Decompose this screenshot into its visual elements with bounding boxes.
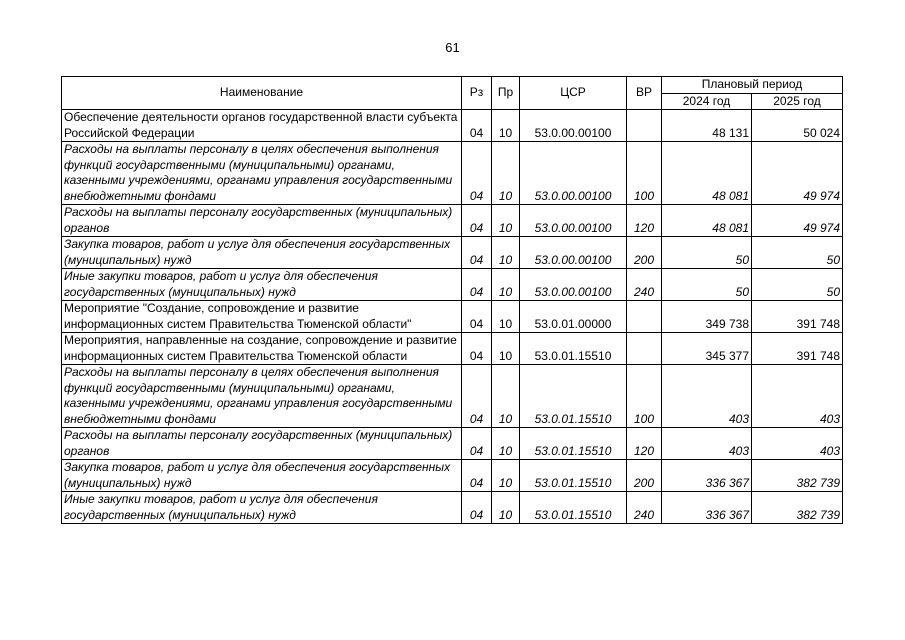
cell-2024: 403 [662,428,752,460]
cell-csr: 53.0.01.15510 [520,460,627,492]
table-row [62,428,843,460]
table-row [62,142,843,205]
cell-rz: 04 [462,269,492,301]
cell-rz: 04 [462,205,492,237]
cell-pr: 10 [492,492,520,524]
table-row [62,110,843,142]
cell-pr: 10 [492,205,520,237]
cell-name: Обеспечение деятельности органов государственной власти субъекта Российской Федерации [62,110,462,142]
cell-pr: 10 [492,365,520,428]
cell-pr: 10 [492,237,520,269]
cell-name: Закупка товаров, работ и услуг для обеспечения государственных (муниципальных) нужд [62,460,462,492]
cell-rz: 04 [462,460,492,492]
cell-2025: 391 748 [752,301,843,333]
budget-table [61,76,843,524]
cell-2025: 391 748 [752,333,843,365]
cell-2024: 349 738 [662,301,752,333]
cell-vr: 200 [627,237,662,269]
cell-rz: 04 [462,142,492,205]
cell-name: Закупка товаров, работ и услуг для обеспечения государственных (муниципальных) нужд [62,237,462,269]
cell-csr: 53.0.00.00100 [520,110,627,142]
table-row [62,301,843,333]
cell-2024: 50 [662,269,752,301]
table-row [62,333,843,365]
cell-csr: 53.0.01.15510 [520,333,627,365]
cell-csr: 53.0.01.15510 [520,365,627,428]
cell-2024: 50 [662,237,752,269]
table-body [62,110,843,524]
cell-name: Расходы на выплаты персоналу в целях обеспечения выполнения функций государственными (муниципальными) органами, казенными учреждениями, органами управления государственными внебюджетными фондами [62,365,462,428]
cell-rz: 04 [462,110,492,142]
cell-2025: 50 [752,237,843,269]
cell-name: Мероприятие "Создание, сопровождение и развитие информационных систем Правительства Тюменской области" [62,301,462,333]
header-rz: Рз [462,77,492,110]
cell-vr [627,333,662,365]
header-plan-period: Плановый период [662,77,843,94]
table-row [62,237,843,269]
cell-vr: 240 [627,492,662,524]
cell-vr [627,110,662,142]
cell-name: Расходы на выплаты персоналу государственных (муниципальных) органов [62,205,462,237]
cell-rz: 04 [462,492,492,524]
table-row [62,460,843,492]
cell-rz: 04 [462,428,492,460]
table-row [62,492,843,524]
cell-csr: 53.0.00.00100 [520,205,627,237]
cell-vr: 100 [627,365,662,428]
cell-csr: 53.0.01.00000 [520,301,627,333]
cell-csr: 53.0.01.15510 [520,492,627,524]
cell-2025: 403 [752,365,843,428]
cell-pr: 10 [492,110,520,142]
cell-2025: 49 974 [752,205,843,237]
cell-name: Расходы на выплаты персоналу государственных (муниципальных) органов [62,428,462,460]
cell-rz: 04 [462,365,492,428]
cell-csr: 53.0.00.00100 [520,269,627,301]
header-csr: ЦСР [520,77,627,110]
cell-name: Мероприятия, направленные на создание, сопровождение и развитие информационных систем Правительства Тюменской области [62,333,462,365]
cell-2025: 50 [752,269,843,301]
cell-name: Иные закупки товаров, работ и услуг для обеспечения государственных (муниципальных) нужд [62,269,462,301]
table-row [62,269,843,301]
cell-2024: 403 [662,365,752,428]
table-row [62,365,843,428]
cell-2024: 48 131 [662,110,752,142]
cell-pr: 10 [492,142,520,205]
cell-vr: 100 [627,142,662,205]
cell-vr: 240 [627,269,662,301]
cell-2024: 336 367 [662,492,752,524]
cell-2025: 382 739 [752,460,843,492]
header-year-2024: 2024 год [662,93,752,110]
cell-vr: 200 [627,460,662,492]
cell-2024: 336 367 [662,460,752,492]
cell-csr: 53.0.00.00100 [520,237,627,269]
cell-vr: 120 [627,205,662,237]
cell-vr [627,301,662,333]
header-pr: Пр [492,77,520,110]
cell-2025: 403 [752,428,843,460]
cell-2025: 49 974 [752,142,843,205]
cell-2024: 48 081 [662,142,752,205]
cell-2025: 50 024 [752,110,843,142]
cell-rz: 04 [462,301,492,333]
cell-pr: 10 [492,333,520,365]
cell-2024: 345 377 [662,333,752,365]
cell-pr: 10 [492,460,520,492]
cell-pr: 10 [492,301,520,333]
cell-csr: 53.0.00.00100 [520,142,627,205]
cell-csr: 53.0.01.15510 [520,428,627,460]
header-year-2025: 2025 год [752,93,843,110]
cell-name: Иные закупки товаров, работ и услуг для обеспечения государственных (муниципальных) нужд [62,492,462,524]
header-vr: ВР [627,77,662,110]
header-name: Наименование [62,77,462,110]
page-number: 61 [445,40,460,55]
table-row [62,205,843,237]
cell-vr: 120 [627,428,662,460]
cell-pr: 10 [492,269,520,301]
cell-2025: 382 739 [752,492,843,524]
cell-rz: 04 [462,333,492,365]
cell-pr: 10 [492,428,520,460]
cell-rz: 04 [462,237,492,269]
cell-2024: 48 081 [662,205,752,237]
cell-name: Расходы на выплаты персоналу в целях обеспечения выполнения функций государственными (муниципальными) органами, казенными учреждениями, органами управления государственными внебюджетными фондами [62,142,462,205]
